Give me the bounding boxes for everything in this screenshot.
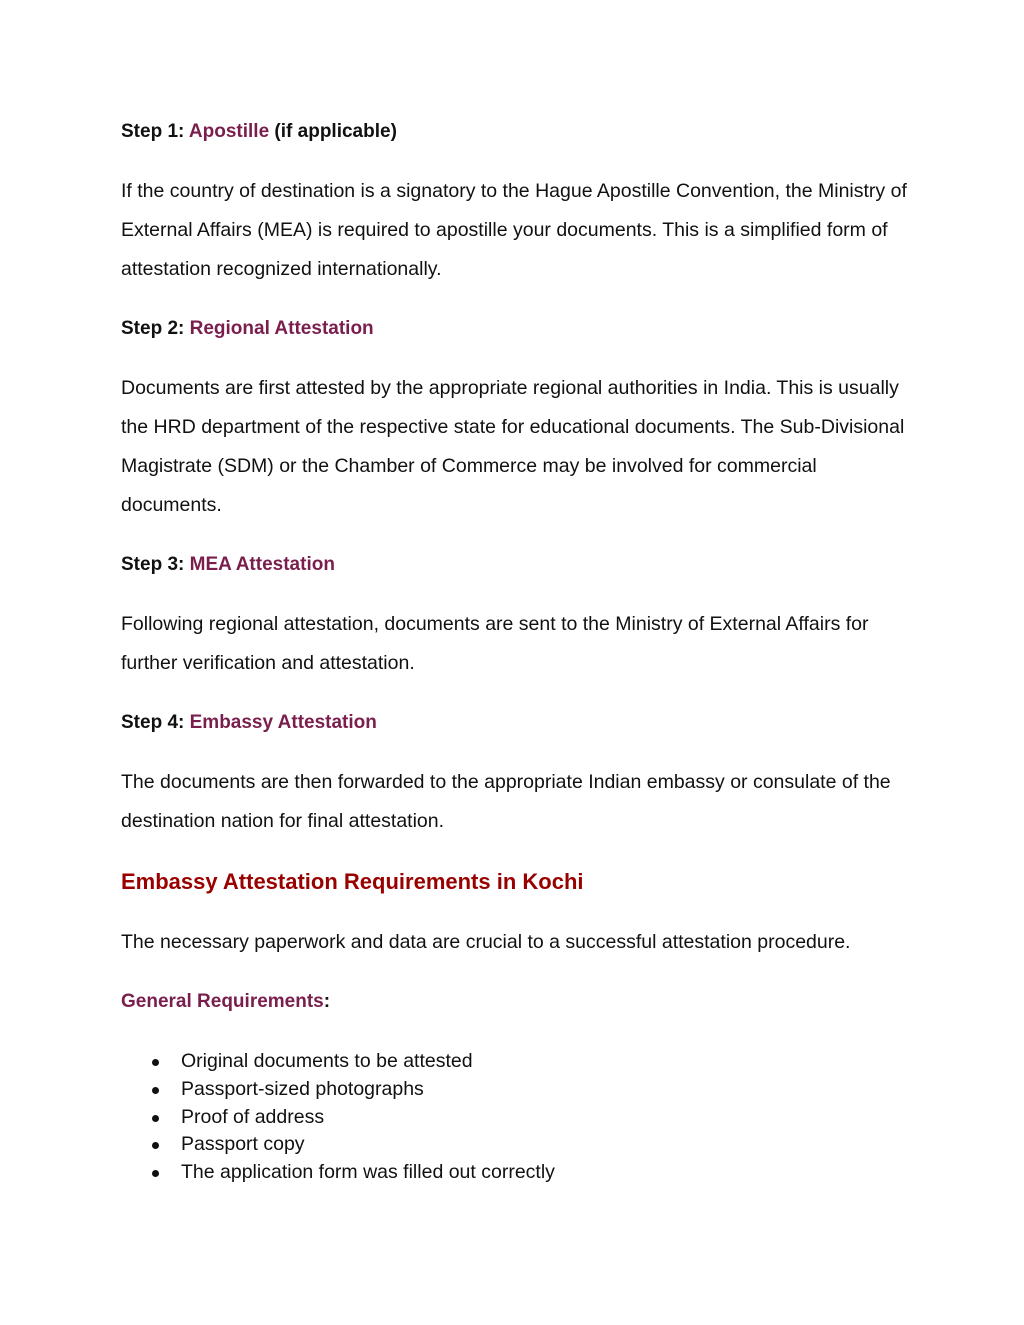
step-2-body: Documents are first attested by the appropriate regional authorities in India. This is usually the HRD department of the respective state for educational documents. The Sub-Divisional Magistrate (SDM) or the Chamber of Commerce may be involved for commercial documents.	[121, 377, 905, 516]
apostille-link[interactable]: Apostille	[188, 121, 270, 142]
general-requirements-heading	[121, 990, 330, 1014]
step-4-prefix: Step 4:	[121, 712, 190, 733]
step-1-body: If the country of destination is a signatory to the Hague Apostille Convention, the Ministry of External Affairs (MEA) is required to apostille your documents. This is a simplified form of attestation recognized internationally.	[121, 180, 907, 280]
bullet-icon	[152, 1087, 159, 1094]
list-item	[121, 1159, 555, 1187]
list-item	[121, 1131, 555, 1159]
list-item	[121, 1048, 555, 1076]
bullet-icon	[152, 1059, 159, 1066]
step-2-heading	[121, 317, 374, 341]
step-3-heading	[121, 553, 335, 577]
bullet-icon	[152, 1115, 159, 1122]
step-1-heading	[121, 120, 397, 144]
list-item	[121, 1076, 555, 1104]
section-intro: The necessary paperwork and data are crucial to a successful attestation procedure.	[121, 931, 851, 953]
list-item-text: Proof of address	[181, 1105, 325, 1128]
mea-attestation-link[interactable]: MEA Attestation	[189, 554, 335, 575]
list-item-text: Passport-sized photographs	[181, 1077, 424, 1100]
list-item-text: Original documents to be attested	[181, 1050, 473, 1072]
general-requirements-link[interactable]: General Requirements	[121, 991, 324, 1012]
bullet-icon	[152, 1142, 159, 1149]
step-3-prefix: Step 3:	[121, 554, 190, 575]
step-4-heading	[121, 711, 377, 735]
regional-attestation-link[interactable]: Regional Attestation	[189, 318, 374, 339]
step-1-suffix: (if applicable)	[269, 121, 397, 142]
bullet-icon	[152, 1170, 159, 1177]
step-3-body: Following regional attestation, documents are sent to the Ministry of External Affairs for further verification and attestation.	[121, 613, 869, 674]
list-item-text: Passport copy	[181, 1133, 305, 1156]
section-title: Embassy Attestation Requirements in Kochi	[121, 869, 584, 894]
general-requirements-colon: :	[323, 991, 331, 1012]
step-4-body: The documents are then forwarded to the appropriate Indian embassy or consulate of the destination nation for final attestation.	[121, 771, 891, 832]
step-2-prefix: Step 2:	[121, 318, 190, 339]
list-item	[121, 1104, 555, 1132]
embassy-attestation-link[interactable]: Embassy Attestation	[189, 712, 377, 733]
step-1-prefix: Step 1:	[121, 121, 189, 142]
requirements-list	[121, 1048, 555, 1187]
list-item-text: The application form was filled out correctly	[181, 1161, 555, 1184]
